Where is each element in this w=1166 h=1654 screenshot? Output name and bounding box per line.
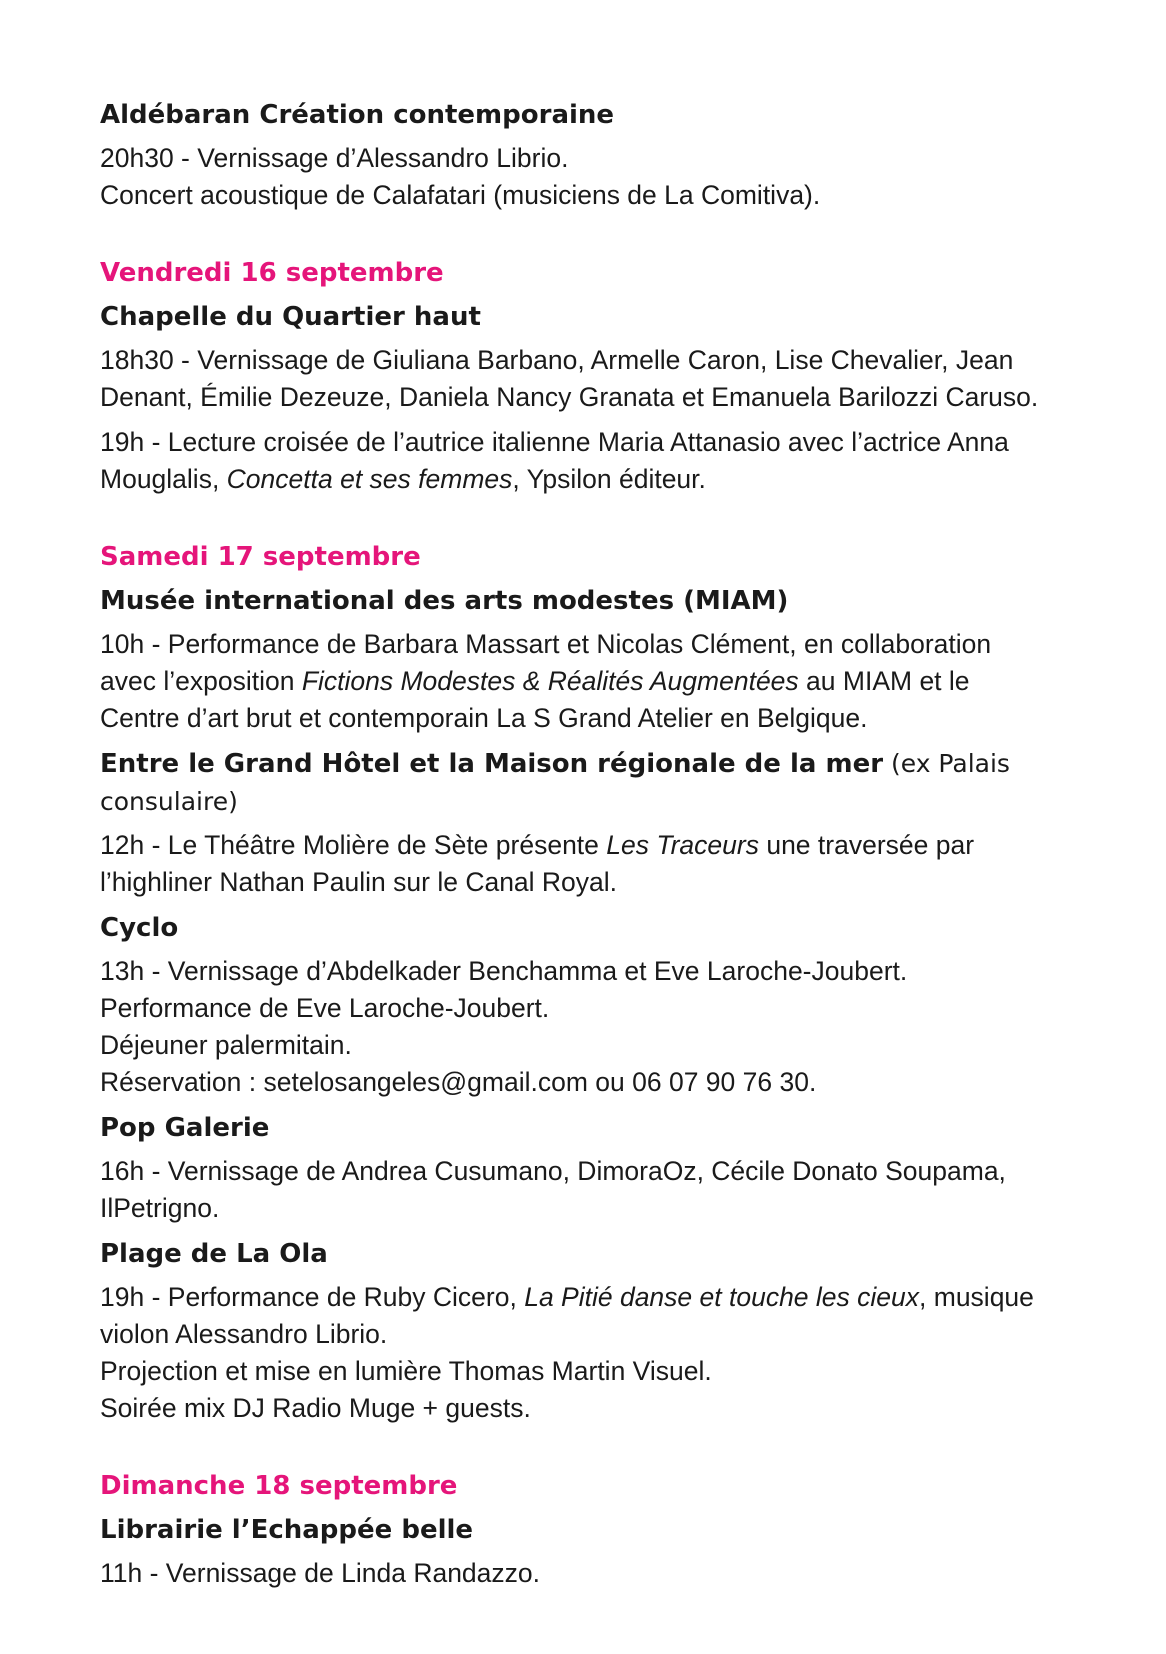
day-section [100, 254, 1090, 498]
event-line [100, 663, 1090, 700]
venue-heading [100, 96, 1090, 134]
text-part: une traversée par [758, 830, 975, 860]
text-part: 19h - Performance de Ruby Cicero, [100, 1282, 525, 1312]
venue-name: Entre le Grand Hôtel et la Maison régionale de la mer [100, 749, 884, 779]
work-title: La Pitié danse et touche les cieux [524, 1282, 920, 1312]
venue-name: Plage de La Ola [100, 1239, 328, 1269]
day-heading: Vendredi 16 septembre [100, 258, 444, 288]
program-page [100, 96, 1090, 1600]
venue-heading [100, 582, 1090, 620]
day-section [100, 96, 1090, 214]
text-part: 12h - Le Théâtre Molière de Sète présente [100, 830, 607, 860]
work-title: Concetta et ses femmes [226, 464, 513, 494]
event-line [100, 461, 1090, 498]
venue-heading [100, 745, 1090, 821]
event-line: violon Alessandro Librio. [100, 1319, 388, 1349]
event-line [100, 827, 1090, 864]
day-heading: Samedi 17 septembre [100, 542, 421, 572]
event-paragraph [100, 953, 1090, 1101]
event-line: 11h - Vernissage de Linda Randazzo. [100, 1558, 541, 1588]
day-heading: Dimanche 18 septembre [100, 1471, 458, 1501]
event-line: Déjeuner palermitain. [100, 1030, 352, 1060]
venue-heading [100, 1235, 1090, 1273]
venue-heading [100, 909, 1090, 947]
event-line: l’highliner Nathan Paulin sur le Canal Royal. [100, 867, 618, 897]
venue-note: (ex Palais consulaire) [100, 749, 1010, 816]
venue-name: Musée international des arts modestes (MIAM) [100, 586, 789, 616]
venue-name: Librairie l’Echappée belle [100, 1515, 474, 1545]
venue-name: Cyclo [100, 913, 179, 943]
event-line: IlPetrigno. [100, 1193, 220, 1223]
event-paragraph [100, 626, 1090, 737]
event-line: 20h30 - Vernissage d’Alessandro Librio. [100, 143, 569, 173]
event-line: Performance de Eve Laroche-Joubert. [100, 993, 550, 1023]
event-line: 10h - Performance de Barbara Massart et Nicolas Clément, en collaboration [100, 629, 992, 659]
venue-heading [100, 1511, 1090, 1549]
event-line: Centre d’art brut et contemporain La S Grand Atelier en Belgique. [100, 703, 868, 733]
event-paragraph [100, 424, 1090, 498]
venue-name: Aldébaran Création contemporaine [100, 100, 615, 130]
event-line: Réservation : setelosangeles@gmail.com ou 06 07 90 76 30. [100, 1067, 817, 1097]
text-part: Mouglalis, [100, 464, 227, 494]
venue-heading [100, 298, 1090, 336]
venue-heading [100, 1109, 1090, 1147]
event-line: 19h - Lecture croisée de l’autrice italienne Maria Attanasio avec l’actrice Anna [100, 427, 1009, 457]
work-title: Fictions Modestes & Réalités Augmentées [301, 666, 799, 696]
event-paragraph [100, 1555, 1090, 1592]
venue-name: Chapelle du Quartier haut [100, 302, 481, 332]
event-line: 13h - Vernissage d’Abdelkader Benchamma et Eve Laroche-Joubert. [100, 956, 908, 986]
event-line: 18h30 - Vernissage de Giuliana Barbano, Armelle Caron, Lise Chevalier, Jean [100, 345, 1014, 375]
event-line: Concert acoustique de Calafatari (musiciens de La Comitiva). [100, 180, 821, 210]
event-line [100, 1279, 1090, 1316]
event-paragraph [100, 827, 1090, 901]
event-paragraph [100, 342, 1090, 416]
event-paragraph [100, 140, 1090, 214]
day-section [100, 538, 1090, 1427]
event-paragraph [100, 1279, 1090, 1427]
work-title: Les Traceurs [606, 830, 759, 860]
event-line: Projection et mise en lumière Thomas Martin Visuel. [100, 1356, 712, 1386]
text-part: au MIAM et le [798, 666, 970, 696]
day-section [100, 1467, 1090, 1592]
text-part: , Ypsilon éditeur. [512, 464, 706, 494]
text-part: avec l’exposition [100, 666, 302, 696]
text-part: , musique [919, 1282, 1034, 1312]
event-line: Denant, Émilie Dezeuze, Daniela Nancy Granata et Emanuela Barilozzi Caruso. [100, 382, 1039, 412]
event-paragraph [100, 1153, 1090, 1227]
event-line: 16h - Vernissage de Andrea Cusumano, DimoraOz, Cécile Donato Soupama, [100, 1156, 1006, 1186]
venue-name: Pop Galerie [100, 1113, 270, 1143]
event-line: Soirée mix DJ Radio Muge + guests. [100, 1393, 531, 1423]
